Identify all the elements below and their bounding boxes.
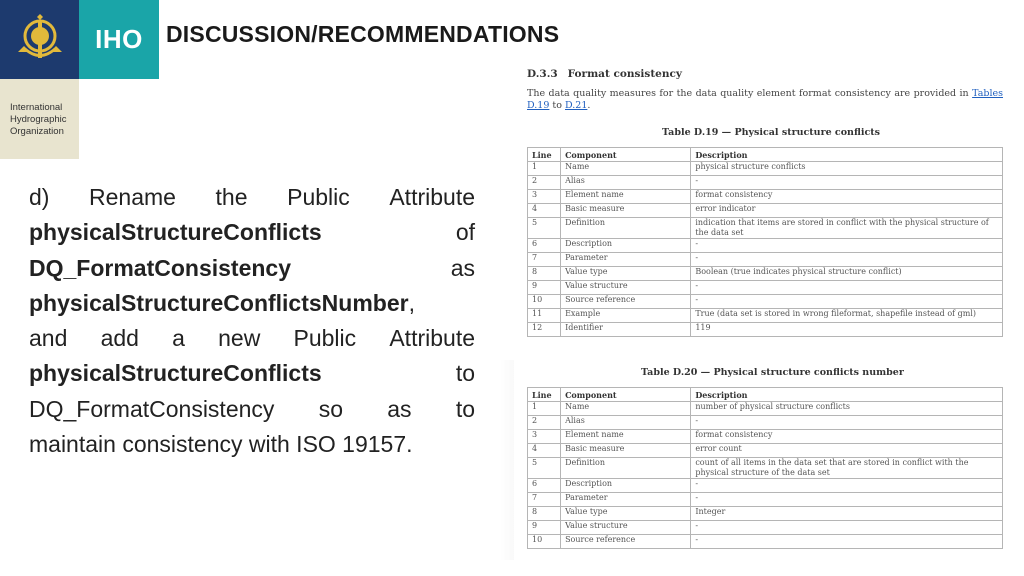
standard-excerpt-image	[510, 62, 1010, 572]
table-row	[528, 430, 1003, 444]
table-cell: Parameter	[561, 253, 691, 267]
table-cell: 10	[528, 295, 561, 309]
word: a	[172, 325, 185, 352]
table-cell: Basic measure	[561, 204, 691, 218]
word: of	[455, 219, 475, 246]
table-cell: True (data set is stored in wrong fileformat, shapefile instead of gml)	[691, 309, 1003, 323]
table-cell: 6	[528, 239, 561, 253]
table-row	[528, 493, 1003, 507]
text-line	[29, 392, 475, 427]
text-line	[29, 286, 475, 321]
table-caption: Table D.20 — Physical structure conflicts number	[641, 367, 904, 378]
table-row	[528, 416, 1003, 430]
table-caption: Table D.19 — Physical structure conflicts	[662, 127, 880, 138]
class-name: DQ_FormatConsistency	[29, 395, 275, 422]
table-row	[528, 239, 1003, 253]
organization-panel	[0, 79, 79, 159]
table-row	[528, 521, 1003, 535]
table-cell: -	[691, 253, 1003, 267]
table-cell: -	[691, 521, 1003, 535]
table-cell: Name	[561, 402, 691, 416]
table-cell: 7	[528, 253, 561, 267]
org-name-line: Organization	[10, 126, 64, 137]
column-header: Line	[528, 148, 561, 162]
text-line	[29, 356, 475, 391]
table-row	[528, 323, 1003, 337]
organization-name	[10, 102, 76, 138]
table-cell: 1	[528, 162, 561, 176]
table-cell: Name	[561, 162, 691, 176]
table-row	[528, 479, 1003, 493]
text-line	[29, 251, 475, 286]
table-cell: Integer	[691, 507, 1003, 521]
table-cell: -	[691, 479, 1003, 493]
table-cell: format consistency	[691, 430, 1003, 444]
recommendation-paragraph	[29, 180, 475, 462]
table-cell: Example	[561, 309, 691, 323]
iho-emblem-panel	[0, 0, 79, 79]
section-number: D.3.3	[527, 68, 558, 80]
column-header: Description	[691, 388, 1003, 402]
text-line	[29, 427, 475, 462]
table-cell: Value type	[561, 267, 691, 281]
table-header-row	[528, 388, 1003, 402]
table-cell: Definition	[561, 218, 691, 239]
class-name: DQ_FormatConsistency	[29, 254, 292, 281]
word: add	[100, 325, 139, 352]
table-row	[528, 281, 1003, 295]
column-header: Description	[691, 148, 1003, 162]
table-cell: 7	[528, 493, 561, 507]
iho-emblem-icon	[10, 8, 70, 70]
table-header-row	[528, 148, 1003, 162]
table-row	[528, 162, 1003, 176]
table-row	[528, 218, 1003, 239]
table-cell: Definition	[561, 458, 691, 479]
text-line	[29, 321, 475, 356]
table-cell: 5	[528, 218, 561, 239]
table-cell: Element name	[561, 430, 691, 444]
table-row	[528, 535, 1003, 549]
table-cell: Parameter	[561, 493, 691, 507]
data-quality-table	[527, 147, 1003, 337]
image-edge	[500, 360, 514, 560]
table-cell: Basic measure	[561, 444, 691, 458]
table-cell: 4	[528, 204, 561, 218]
table-row	[528, 253, 1003, 267]
word: Attribute	[389, 325, 475, 352]
table-row	[528, 267, 1003, 281]
org-name-line: International	[10, 102, 63, 113]
word: and	[29, 325, 68, 352]
table-cell: Identifier	[561, 323, 691, 337]
text-line	[29, 215, 475, 250]
table-cell: Source reference	[561, 295, 691, 309]
table-cell: 119	[691, 323, 1003, 337]
table-cell: -	[691, 295, 1003, 309]
table-cell: 3	[528, 190, 561, 204]
word: as	[450, 254, 475, 281]
text-line	[29, 180, 475, 215]
table-cell: 2	[528, 416, 561, 430]
table-cell: 8	[528, 507, 561, 521]
table-row	[528, 444, 1003, 458]
attribute-name: physicalStructureConflicts	[29, 219, 322, 246]
table-cell: 4	[528, 444, 561, 458]
table-cell: 5	[528, 458, 561, 479]
word: Rename	[89, 184, 176, 210]
word: as	[387, 395, 412, 422]
table-cell: number of physical structure conflicts	[691, 402, 1003, 416]
table-link[interactable]: Tables D.19	[527, 88, 1003, 111]
word: d)	[29, 184, 50, 210]
table-cell: 10	[528, 535, 561, 549]
table-row	[528, 458, 1003, 479]
word: so	[318, 395, 343, 422]
slide-title: DISCUSSION/RECOMMENDATIONS	[166, 21, 560, 47]
attribute-name: physicalStructureConflicts	[29, 360, 322, 387]
table-cell: -	[691, 535, 1003, 549]
table-cell: Alias	[561, 416, 691, 430]
table-cell: 11	[528, 309, 561, 323]
table-cell: indication that items are stored in conflict with the physical structure of the data set	[691, 218, 1003, 239]
section-heading	[527, 68, 682, 80]
table-cell: Value structure	[561, 521, 691, 535]
table-cell: Value structure	[561, 281, 691, 295]
word: Public	[293, 325, 357, 352]
table-cell: 9	[528, 281, 561, 295]
table-cell: -	[691, 176, 1003, 190]
table-row	[528, 507, 1003, 521]
table-cell: 12	[528, 323, 561, 337]
table-cell: Boolean (true indicates physical structure conflict)	[691, 267, 1003, 281]
table-cell: Source reference	[561, 535, 691, 549]
table-cell: 6	[528, 479, 561, 493]
word: new	[218, 325, 261, 352]
table-cell: Alias	[561, 176, 691, 190]
table-cell: Description	[561, 479, 691, 493]
table-cell: Element name	[561, 190, 691, 204]
table-row	[528, 204, 1003, 218]
table-row	[528, 176, 1003, 190]
iho-logo-panel	[79, 0, 159, 79]
word: Attribute	[389, 184, 475, 210]
table-cell: 8	[528, 267, 561, 281]
table-cell: -	[691, 493, 1003, 507]
org-name-line: Hydrographic	[10, 114, 67, 125]
column-header: Component	[561, 148, 691, 162]
table-cell: error count	[691, 444, 1003, 458]
word: Public	[287, 184, 350, 210]
table-cell: 1	[528, 402, 561, 416]
word: ,	[408, 289, 415, 316]
table-row	[528, 402, 1003, 416]
table-cell: Value type	[561, 507, 691, 521]
table-cell: 2	[528, 176, 561, 190]
table-cell: physical structure conflicts	[691, 162, 1003, 176]
table-row	[528, 190, 1003, 204]
section-title: Format consistency	[567, 68, 682, 80]
table-cell: -	[691, 239, 1003, 253]
table-cell: 3	[528, 430, 561, 444]
iho-logo-text: IHO	[95, 24, 143, 54]
table-row	[528, 295, 1003, 309]
table-row	[528, 309, 1003, 323]
table-cell: Description	[561, 239, 691, 253]
table-cell: -	[691, 416, 1003, 430]
word: the	[215, 184, 248, 210]
intro-text: to	[552, 100, 562, 111]
intro-text: .	[587, 100, 591, 111]
word: to	[455, 395, 475, 422]
column-header: Line	[528, 388, 561, 402]
word: maintain consistency with ISO 19157.	[29, 431, 413, 458]
attribute-name: physicalStructureConflictsNumber	[29, 289, 409, 316]
intro-text: The data quality measures for the data quality element format consistency are provided in	[527, 88, 969, 99]
data-quality-table	[527, 387, 1003, 549]
word: to	[455, 360, 475, 387]
column-header: Component	[561, 388, 691, 402]
table-cell: error indicator	[691, 204, 1003, 218]
section-intro	[527, 88, 1003, 112]
table-cell: -	[691, 281, 1003, 295]
table-link[interactable]: D.21	[565, 100, 588, 111]
table-cell: 9	[528, 521, 561, 535]
table-cell: count of all items in the data set that are stored in conflict with the physical structure of the data set	[691, 458, 1003, 479]
table-cell: format consistency	[691, 190, 1003, 204]
